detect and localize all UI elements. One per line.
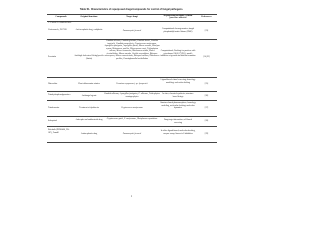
row-4-rule [47,100,217,101]
row-6-method: Drug-target interaction; cell-based screening [163,119,193,124]
row-7-reference: [29] [204,133,209,135]
row-5-original-function: Treatment of dyskinesia [79,107,99,109]
row-6-rule [47,126,217,127]
page-number: 1 [130,195,133,198]
row-6-reference: [28] [204,120,209,122]
row-7-compound: Bafetinib (INNO406, NS-187), Fasudil [48,129,70,134]
section-label: 1. TARGET COMPOUNDS [48,22,72,24]
row-1-method: Computational chemogenomics; fungal phosphatidylinositol kinase (PI4K) [161,28,195,33]
row-1-compound: Voriconazole, PG7328 [48,29,67,31]
row-2-target-fungi: Candida albicans, Candida glabrata, Candida krusei, Candida tropicalis, Candida parapsilosis, Cryptococcus neoformans, Aspergillus fumigatus, Aspergillus flavus, Mucor mucedo, Rhizopus oryzae, Rhizomucor pusillus, Microsporum canis, Trichophyton rubrum, Mucor racemosus, Rhizomucor miehei, Mucor circinelloides, Mucor mucedo, Absidia corymbifera, Rhizopus microsporus, Mucor ramosissimus, Rhizopus arrhizus, Rhizomucor pusillus, Cunninghamella bertholletiae [104,40,160,60]
row-3-original-function: Plant chlorosomin mimics [78,83,100,85]
row-1-reference: [23] [204,30,209,32]
row-4-method: In vitro; chemical synthesis; structure-based design [162,93,194,98]
row-7-method: In silico ligand-based; molecular docking, enzyme assay; kinase/cell inhibition [160,130,196,135]
row-2-compound: Pro-statin [48,56,56,58]
row-5-reference: [27] [204,107,209,109]
header-target-fungi: Target fungi [126,16,138,18]
row-4-original-function: Antifungal agents [81,95,97,97]
row-6-original-function: Antiseptic and antibacterial drug [75,119,103,121]
row-3-method: Ligand-based virtual screening; homology modeling; molecular docking [160,79,196,84]
row-2-rule [47,77,217,78]
row-3-rule [47,91,217,92]
bottom-rule [47,142,217,143]
table-title: Table S1. Characteristics of repurposed drugs/compounds for control of fungal pathogens. [79,8,184,11]
row-5-compound: Tetrabenazine [48,107,60,109]
row-3-target-fungi: Fusarium oxysporum f. sp. lycopersici [116,83,148,85]
header-original-functions: Original functions [80,16,98,18]
row-1-original-function: Anti-neoplastic drug, oxaliplatin [75,29,103,31]
row-1-target-fungi: Pneumocystis jirovecii [122,30,142,32]
row-3-compound: Nitroxoline [48,83,58,85]
row-4-compound: Tetrahydrophenolpyrazines [48,94,71,96]
header-repurposing-methods: Repurposing methods; cellular processes affected [163,14,193,19]
row-5-method: Structure-based pharmacophore; homology modeling, molecular docking; molecular dynamics [160,102,196,109]
row-3-reference: [25] [204,83,209,85]
row-4-reference: [26] [204,95,209,97]
row-7-target-fungi: Pneumocystis jirovecii [122,133,142,135]
row-4-target-fungi: Candida albicans, Aspergillus fumigatus, C. albicans, Trichophyton mentagrophytes [104,93,160,98]
row-7-original-function: Antineoplastic drug [80,133,98,135]
row-5-rule [47,116,217,117]
row-2-original-function: Anti-high cholesterol & triglyceride (Statin) [74,55,104,60]
row-5-target-fungi: Cryptococcus neoformans [121,107,143,109]
row-2-method: Computational; Docking for proteins with cytochrome P450 (CYP51); model; inhibition of growth and biofilm formation [160,50,196,57]
header-compounds: Compounds [55,16,67,18]
header-references: References [201,16,212,18]
row-6-target-fungi: Cryptococcus gattii, C. neoformans, Histoplasma capsulatum [106,118,158,120]
row-2-reference: [24,39] [203,56,210,58]
row-6-compound: Iodoquinol [48,120,57,122]
